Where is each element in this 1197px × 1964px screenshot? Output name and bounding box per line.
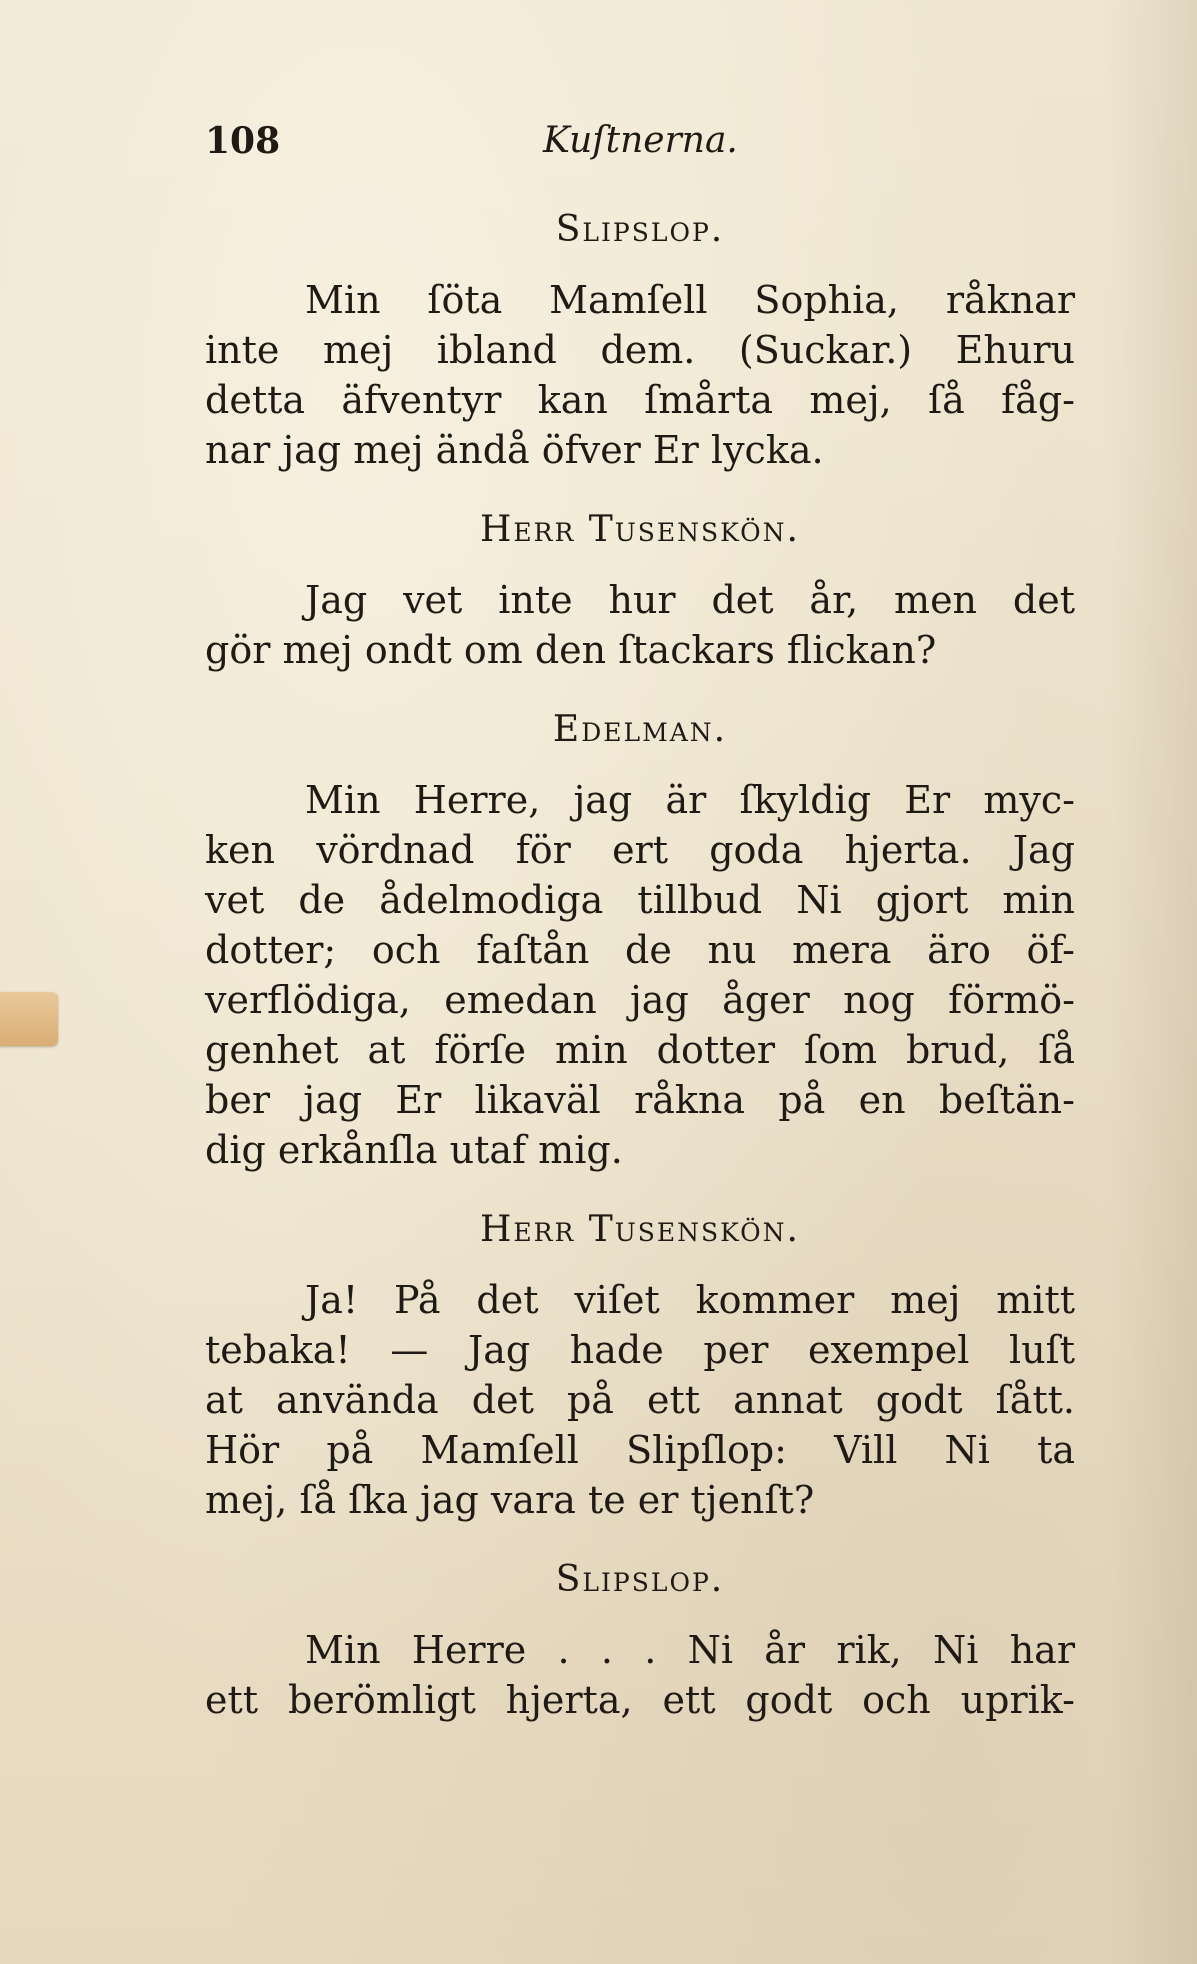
page-number: 108 bbox=[205, 120, 281, 162]
text-line: dig erkånſla utaf mig. bbox=[205, 1128, 623, 1172]
text-line: dotter; och faſtån de nu mera äro öf- bbox=[205, 928, 1075, 972]
text-line: ber jag Er likaväl råkna på en beſtän- bbox=[205, 1078, 1075, 1122]
text-line: Min ſöta Mamſell Sophia, råknar bbox=[305, 278, 1075, 322]
speech-block bbox=[205, 275, 1075, 475]
text-line: verflödiga, emedan jag åger nog förmö- bbox=[205, 978, 1075, 1022]
page-edge-shadow bbox=[1107, 0, 1197, 1964]
text-line: Ja! På det viſet kommer mej mitt bbox=[305, 1278, 1075, 1322]
text-line: Jag vet inte hur det år, men det bbox=[305, 578, 1075, 622]
page-header bbox=[205, 120, 1005, 170]
speaker-name: Herr Tusenskön. bbox=[479, 1209, 800, 1250]
text-line: detta äfventyr kan ſmårta mej, ſå fåg- bbox=[205, 378, 1075, 422]
text-line: genhet at förſe min dotter ſom brud, ſå bbox=[205, 1028, 1075, 1072]
text-line: nar jag mej ändå öfver Er lycka. bbox=[205, 428, 824, 472]
speech-block bbox=[205, 1275, 1075, 1525]
speech-block bbox=[205, 775, 1075, 1175]
text-line: Min Herre . . . Ni år rik, Ni har bbox=[305, 1628, 1075, 1672]
text-line: inte mej ibland dem. (Suckar.) Ehuru bbox=[205, 328, 1075, 372]
text-line: ken vördnad för ert goda hjerta. Jag bbox=[205, 828, 1075, 872]
text-line: vet de ådelmodiga tillbud Ni gjort min bbox=[205, 878, 1075, 922]
text-line: gör mej ondt om den ſtackars flickan? bbox=[205, 628, 937, 672]
speaker-name: Edelman. bbox=[552, 709, 728, 750]
play-text bbox=[205, 205, 1075, 1755]
text-line: Hör på Mamſell Slipſlop: Vill Ni ta bbox=[205, 1428, 1075, 1472]
text-line: at använda det på ett annat godt ſått. bbox=[205, 1378, 1075, 1422]
text-line: ett berömligt hjerta, ett godt och uprik- bbox=[205, 1678, 1075, 1722]
running-title: Kuſtnerna. bbox=[543, 120, 738, 161]
speech-block bbox=[205, 1625, 1075, 1725]
speaker-name: Herr Tusenskön. bbox=[479, 509, 800, 550]
bookmark-tab bbox=[0, 992, 58, 1046]
text-line: mej, ſå ſka jag vara te er tjenſt? bbox=[205, 1478, 815, 1522]
text-line: Min Herre, jag är ſkyldig Er myc- bbox=[305, 778, 1075, 822]
speech-block bbox=[205, 575, 1075, 675]
speaker-name: Slipslop. bbox=[555, 209, 725, 250]
text-line: tebaka! — Jag hade per exempel luſt bbox=[205, 1328, 1075, 1372]
speaker-name: Slipslop. bbox=[555, 1559, 725, 1600]
